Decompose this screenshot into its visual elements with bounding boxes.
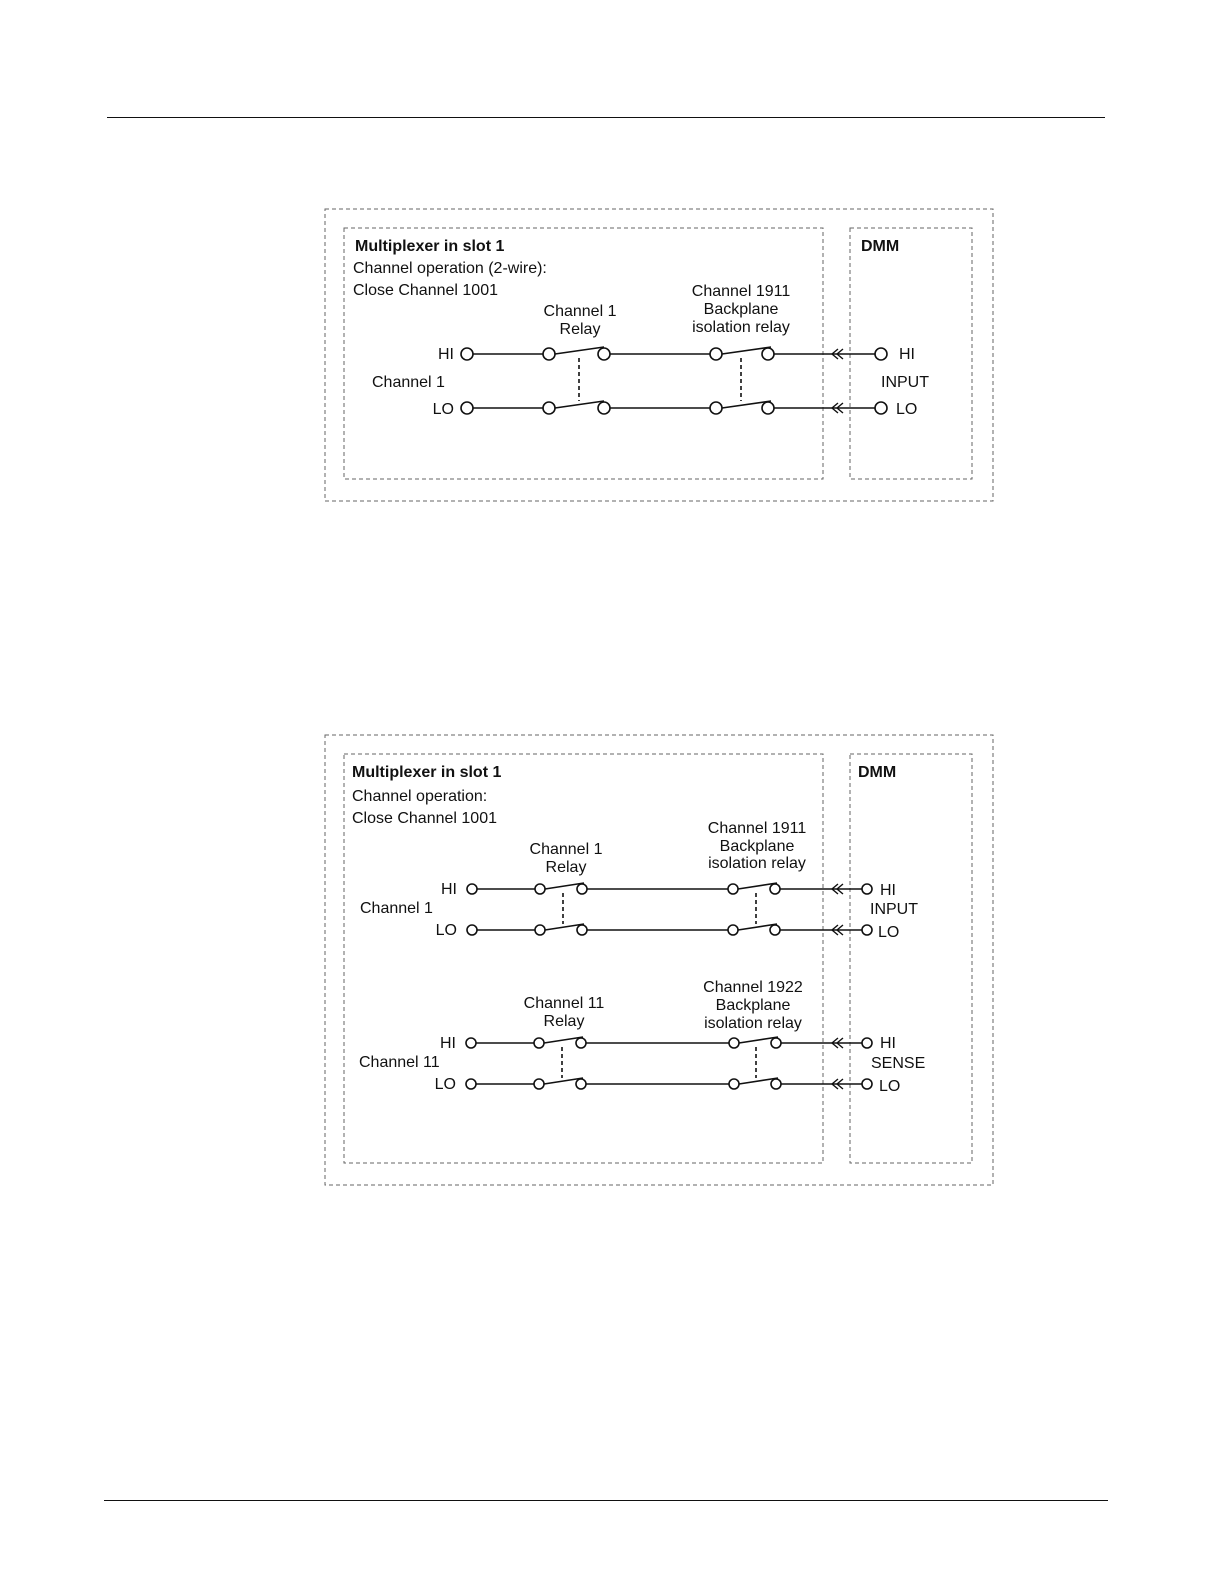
two-wire-diagram bbox=[0, 200, 1224, 510]
dmm-sense-label: SENSE bbox=[871, 1055, 926, 1072]
operation-label: Channel operation (2-wire): bbox=[353, 260, 547, 277]
dmm-lo-label: LO bbox=[896, 401, 918, 418]
ch11-lo-line bbox=[466, 1078, 872, 1089]
ch1-relay-sub: Relay bbox=[545, 859, 587, 876]
ch1-backplane-sub2: isolation relay bbox=[708, 855, 806, 872]
relay-sub: Relay bbox=[559, 321, 601, 338]
multiplexer-title: Multiplexer in slot 1 bbox=[352, 764, 502, 781]
ch1-dmm-lo-label: LO bbox=[878, 924, 900, 941]
ch11-hi-label: HI bbox=[440, 1035, 456, 1052]
ch11-relay-name: Channel 11 bbox=[523, 995, 605, 1012]
ch1-lo-label: LO bbox=[435, 922, 457, 939]
ch1-channel-label: Channel 1 bbox=[360, 900, 433, 917]
ch1-hi-line bbox=[467, 883, 872, 894]
ch11-dmm-hi-label: HI bbox=[880, 1035, 896, 1052]
backplane-sub1: Backplane bbox=[703, 301, 779, 318]
ch1-backplane-name: Channel 1911 bbox=[707, 820, 807, 837]
ch11-relay-sub: Relay bbox=[543, 1013, 585, 1030]
close-channel-label: Close Channel 1001 bbox=[353, 282, 498, 299]
hi-label: HI bbox=[438, 346, 454, 363]
ch11-backplane-name: Channel 1922 bbox=[703, 979, 803, 996]
ch1-relay-name: Channel 1 bbox=[529, 841, 603, 858]
ch11-dmm-lo-label: LO bbox=[879, 1078, 901, 1095]
relay-name: Channel 1 bbox=[543, 303, 617, 320]
close-channel-label: Close Channel 1001 bbox=[352, 810, 497, 827]
ch1-backplane-sub1: Backplane bbox=[719, 838, 795, 855]
ch1-lo-line bbox=[467, 924, 872, 935]
lo-label: LO bbox=[432, 401, 454, 418]
footer-rule bbox=[104, 1500, 1108, 1501]
dmm-hi-label: HI bbox=[899, 346, 915, 363]
operation-label: Channel operation: bbox=[352, 788, 488, 805]
header-rule bbox=[107, 117, 1105, 118]
backplane-name: Channel 1911 bbox=[691, 283, 791, 300]
backplane-sub2: isolation relay bbox=[692, 319, 790, 336]
ch1-dmm-hi-label: HI bbox=[880, 882, 896, 899]
dmm-input-label: INPUT bbox=[881, 374, 929, 391]
channel-label: Channel 1 bbox=[372, 374, 445, 391]
ch11-backplane-sub1: Backplane bbox=[715, 997, 791, 1014]
multiplexer-title: Multiplexer in slot 1 bbox=[355, 238, 505, 255]
dmm-title: DMM bbox=[858, 764, 897, 781]
ch11-backplane-sub2: isolation relay bbox=[704, 1015, 802, 1032]
ch11-hi-line bbox=[466, 1037, 872, 1048]
ch11-channel-label: Channel 11 bbox=[359, 1054, 440, 1071]
dmm-input-label: INPUT bbox=[870, 901, 918, 918]
four-wire-diagram bbox=[0, 726, 1224, 1196]
ch1-hi-label: HI bbox=[441, 881, 457, 898]
dmm-box bbox=[850, 754, 972, 1163]
dmm-title: DMM bbox=[861, 238, 900, 255]
ch11-lo-label: LO bbox=[434, 1076, 456, 1093]
